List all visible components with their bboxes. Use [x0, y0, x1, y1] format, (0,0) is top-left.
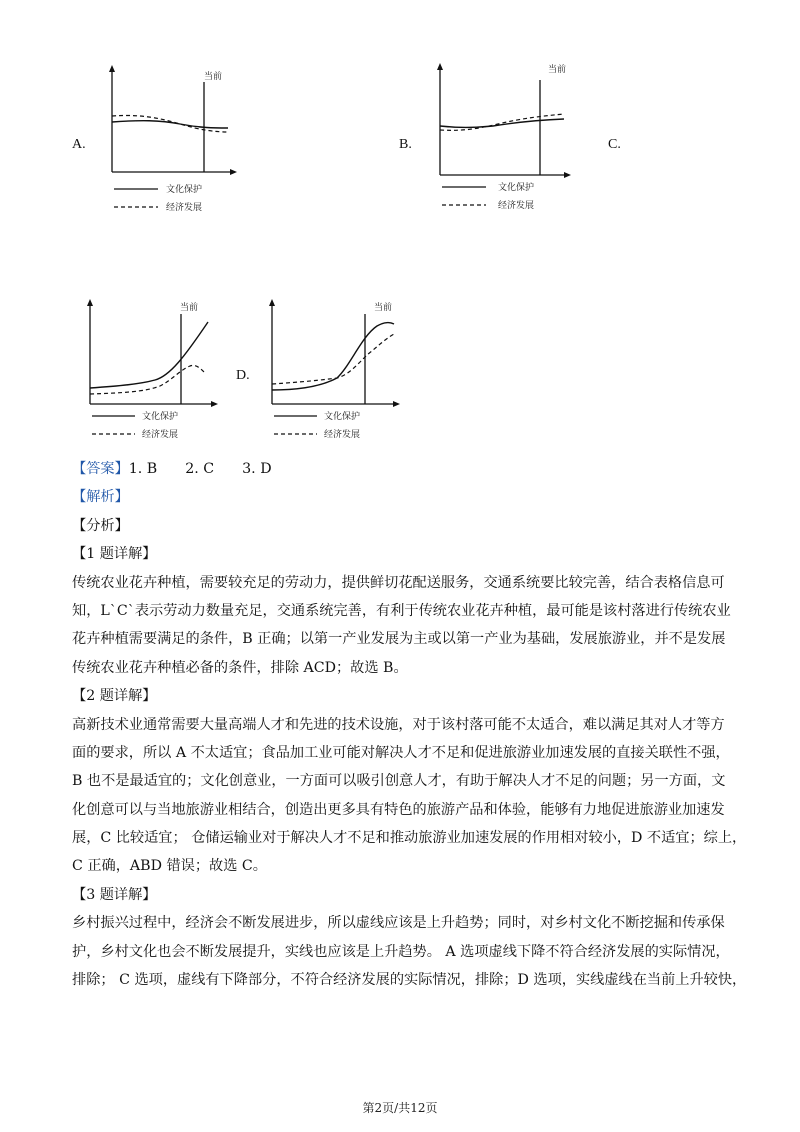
legend-economic-development: 经济发展 — [498, 201, 535, 211]
answer-label: 【答案】 — [72, 461, 129, 477]
option-a-label: A. — [72, 137, 86, 152]
q2-line: 面的要求，所以 A 不太适宜；食品加工业可能对解决人才不足和促进旅游业加速发展的直接关联性不强， — [72, 744, 730, 761]
option-b-label: B. — [399, 137, 412, 152]
current-label: 当前 — [204, 72, 223, 82]
q2-line: B 也不是最适宜的；文化创意业，一方面可以吸引创意人才，有助于解决人才不足的问题；另一方面，文 — [72, 773, 726, 790]
solution-text — [72, 455, 747, 994]
economic-development-curve — [112, 115, 228, 132]
answer-line — [72, 455, 738, 483]
answer-1: 1. B — [128, 461, 158, 477]
q2-line: 化创意可以与当地旅游业相结合，创造出更多具有特色的旅游产品和体验，能够有力地促进旅游业加速发 — [72, 801, 725, 818]
q1-heading: 【1 题详解】 — [72, 546, 157, 563]
x-axis-arrow — [211, 401, 218, 407]
q3-heading: 【3 题详解】 — [72, 886, 157, 903]
culture-protection-curve — [90, 322, 208, 388]
answer-3: 3. D — [242, 461, 272, 477]
legend-culture-protection: 文化保护 — [142, 412, 179, 422]
y-axis-arrow — [109, 65, 115, 72]
page-number: 第2页/共12页 — [362, 1101, 438, 1115]
chart-option-a — [100, 62, 240, 217]
current-label: 当前 — [180, 303, 199, 313]
legend-economic-development: 经济发展 — [166, 203, 203, 213]
x-axis-arrow — [230, 169, 237, 175]
economic-development-curve — [272, 334, 394, 384]
chart-option-c — [80, 296, 220, 441]
legend-culture-protection: 文化保护 — [324, 412, 361, 422]
chart-option-d — [262, 296, 407, 441]
culture-protection-curve — [272, 323, 394, 390]
q2-line: 展，C 比较适宜； 仓储运输业对于解决人才不足和推动旅游业加速发展的作用相对较小，D 不适宜；综上， — [72, 830, 747, 847]
q2-line: 高新技术业通常需要大量高端人才和先进的技术设施，对于该村落可能不太适合，难以满足其对人才等方 — [72, 716, 725, 733]
q2-line: C 正确，ABD 错误；故选 C。 — [72, 858, 267, 875]
option-c-label: C. — [608, 137, 621, 152]
q1-line: 传统农业花卉种植，需要较充足的劳动力，提供鲜切花配送服务，交通系统要比较完善，结合表格信息可 — [72, 574, 725, 591]
economic-development-curve — [90, 365, 204, 394]
culture-protection-curve — [440, 119, 564, 128]
legend-economic-development: 经济发展 — [324, 430, 361, 440]
q1-line: 传统农业花卉种植必备的条件，排除 ACD；故选 B。 — [72, 659, 408, 676]
answer-2: 2. C — [185, 461, 215, 477]
q3-line: 排除； C 选项，虚线有下降部分，不符合经济发展的实际情况，排除；D 选项，实线虚线在当前上升较快， — [72, 972, 747, 989]
legend-culture-protection: 文化保护 — [498, 183, 535, 193]
current-label: 当前 — [548, 65, 567, 75]
option-d-label: D. — [236, 368, 250, 383]
y-axis-arrow — [87, 299, 93, 306]
q1-line: 花卉种植需要满足的条件，B 正确；以第一产业发展为主或以第一产业为基础，发展旅游业，并不是发展 — [72, 631, 726, 648]
q1-line: 知，L`C`表示劳动力数量充足，交通系统完善，有利于传统农业花卉种植，最可能是该村落进行传统农业 — [72, 602, 731, 619]
q3-line: 护，乡村文化也会不断发展提升，实线也应该是上升趋势。 A 选项虚线下降不符合经济发展的实际情况， — [72, 943, 730, 960]
chart-option-b — [428, 60, 573, 217]
q2-heading: 【2 题详解】 — [72, 688, 157, 705]
legend-culture-protection: 文化保护 — [166, 185, 203, 195]
y-axis-arrow — [437, 63, 443, 70]
x-axis-arrow — [564, 172, 571, 178]
analysis-label: 【解析】 — [72, 489, 129, 506]
current-label: 当前 — [374, 303, 393, 313]
legend-economic-development: 经济发展 — [142, 430, 179, 440]
q3-line: 乡村振兴过程中，经济会不断发展进步，所以虚线应该是上升趋势；同时，对乡村文化不断挖掘和传承保 — [72, 915, 725, 932]
x-axis-arrow — [393, 401, 400, 407]
y-axis-arrow — [269, 299, 275, 306]
fenxi-label: 【分析】 — [72, 517, 129, 534]
